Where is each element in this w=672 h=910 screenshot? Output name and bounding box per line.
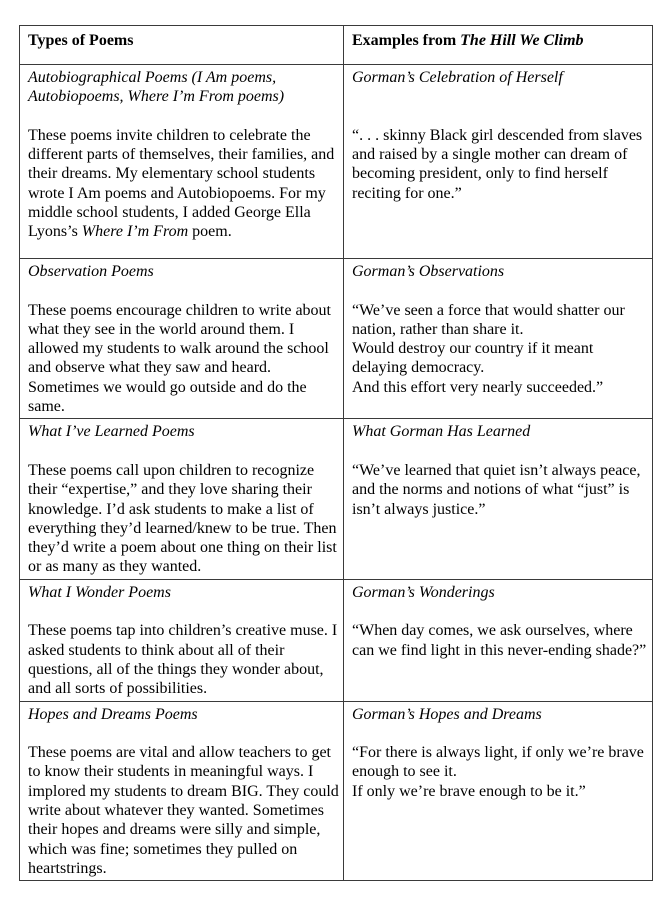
row4-example-cell <box>344 579 653 701</box>
row3-example-quote: “We’ve learned that quiet isn’t always peace, and the norms and notions of what “just” is isn’t always justice.” <box>352 461 641 518</box>
row1-type-cell <box>20 65 344 259</box>
row5-type-title: Hopes and Dreams Poems <box>28 705 198 723</box>
table-row <box>20 579 653 701</box>
row2-type-cell <box>20 259 344 419</box>
row2-type-title: Observation Poems <box>28 263 154 280</box>
row4-example-quote: “When day comes, we ask ourselves, where can we find light in this never-ending shade?” <box>352 622 647 659</box>
row1-example-cell <box>344 65 653 259</box>
row5-type-body: These poems are vital and allow teachers to get to know their students in meaningful ways. I implored my students to dream BIG. They could write about whatever they wanted. Sometimes their hopes and dreams were silly and simple, which was fine; sometimes they pulled on heartstrings. <box>28 744 339 877</box>
row2-example-title: Gorman’s Observations <box>352 263 505 280</box>
row3-type-body: These poems call upon children to recognize their “expertise,” and they love sharing their knowledge. I’d ask students to make a list of everything they’d learned/knew to be true. Then they’d write a poem about one thing on their list or as many as they wanted. <box>28 461 337 576</box>
table-row <box>20 259 653 419</box>
header-examples: Examples from The Hill We Climb <box>344 26 653 65</box>
table-row <box>20 419 653 579</box>
header-row <box>20 26 653 65</box>
row4-example-title: Gorman’s Wonderings <box>352 583 495 601</box>
row3-example-cell <box>344 419 653 579</box>
row3-example-title: What Gorman Has Learned <box>352 423 531 441</box>
row5-example-quote: “For there is always light, if only we’re brave enough to see it. If only we’re brave enough to be it.” <box>352 744 644 800</box>
row2-example-quote: “We’ve seen a force that would shatter our nation, rather than share it. Would destroy our country if it meant delaying democracy. And this effort very nearly succeeded.” <box>352 301 625 396</box>
row3-type-title: What I’ve Learned Poems <box>28 423 195 441</box>
row5-type-cell <box>20 701 344 881</box>
row4-type-title: What I Wonder Poems <box>28 583 171 601</box>
poems-comparison-table <box>19 25 653 881</box>
row1-type-title: Autobiographical Poems (I Am poems, Autobiopoems, Where I’m From poems) <box>28 69 285 106</box>
row4-type-cell <box>20 579 344 701</box>
row2-type-body: These poems encourage children to write about what they see in the world around them. I allowed my students to walk around the school and observe what they saw and heard. Sometimes we would go outside and do the same. <box>28 301 331 416</box>
row5-example-title: Gorman’s Hopes and Dreams <box>352 705 542 723</box>
row1-example-quote: “. . . skinny Black girl descended from slaves and raised by a single mother can dream of becoming president, only to find herself reciting for one.” <box>352 126 643 202</box>
table-row <box>20 65 653 259</box>
header-types-of-poems: Types of Poems <box>20 26 344 65</box>
row3-type-cell <box>20 419 344 579</box>
row4-type-body: These poems tap into children’s creative muse. I asked students to think about all of their questions, all of the things they wonder about, and all sorts of possibilities. <box>28 622 338 698</box>
row1-type-body: These poems invite children to celebrate the different parts of themselves, their families, and their dreams. My elementary school students wrote I Am poems and Autobiopoems. For my middle school students, I added George Ella Lyons’s Where I’m From poem. <box>28 126 335 241</box>
row1-example-title: Gorman’s Celebration of Herself <box>352 69 563 86</box>
row5-example-cell <box>344 701 653 881</box>
table-row <box>20 701 653 881</box>
row2-example-cell <box>344 259 653 419</box>
